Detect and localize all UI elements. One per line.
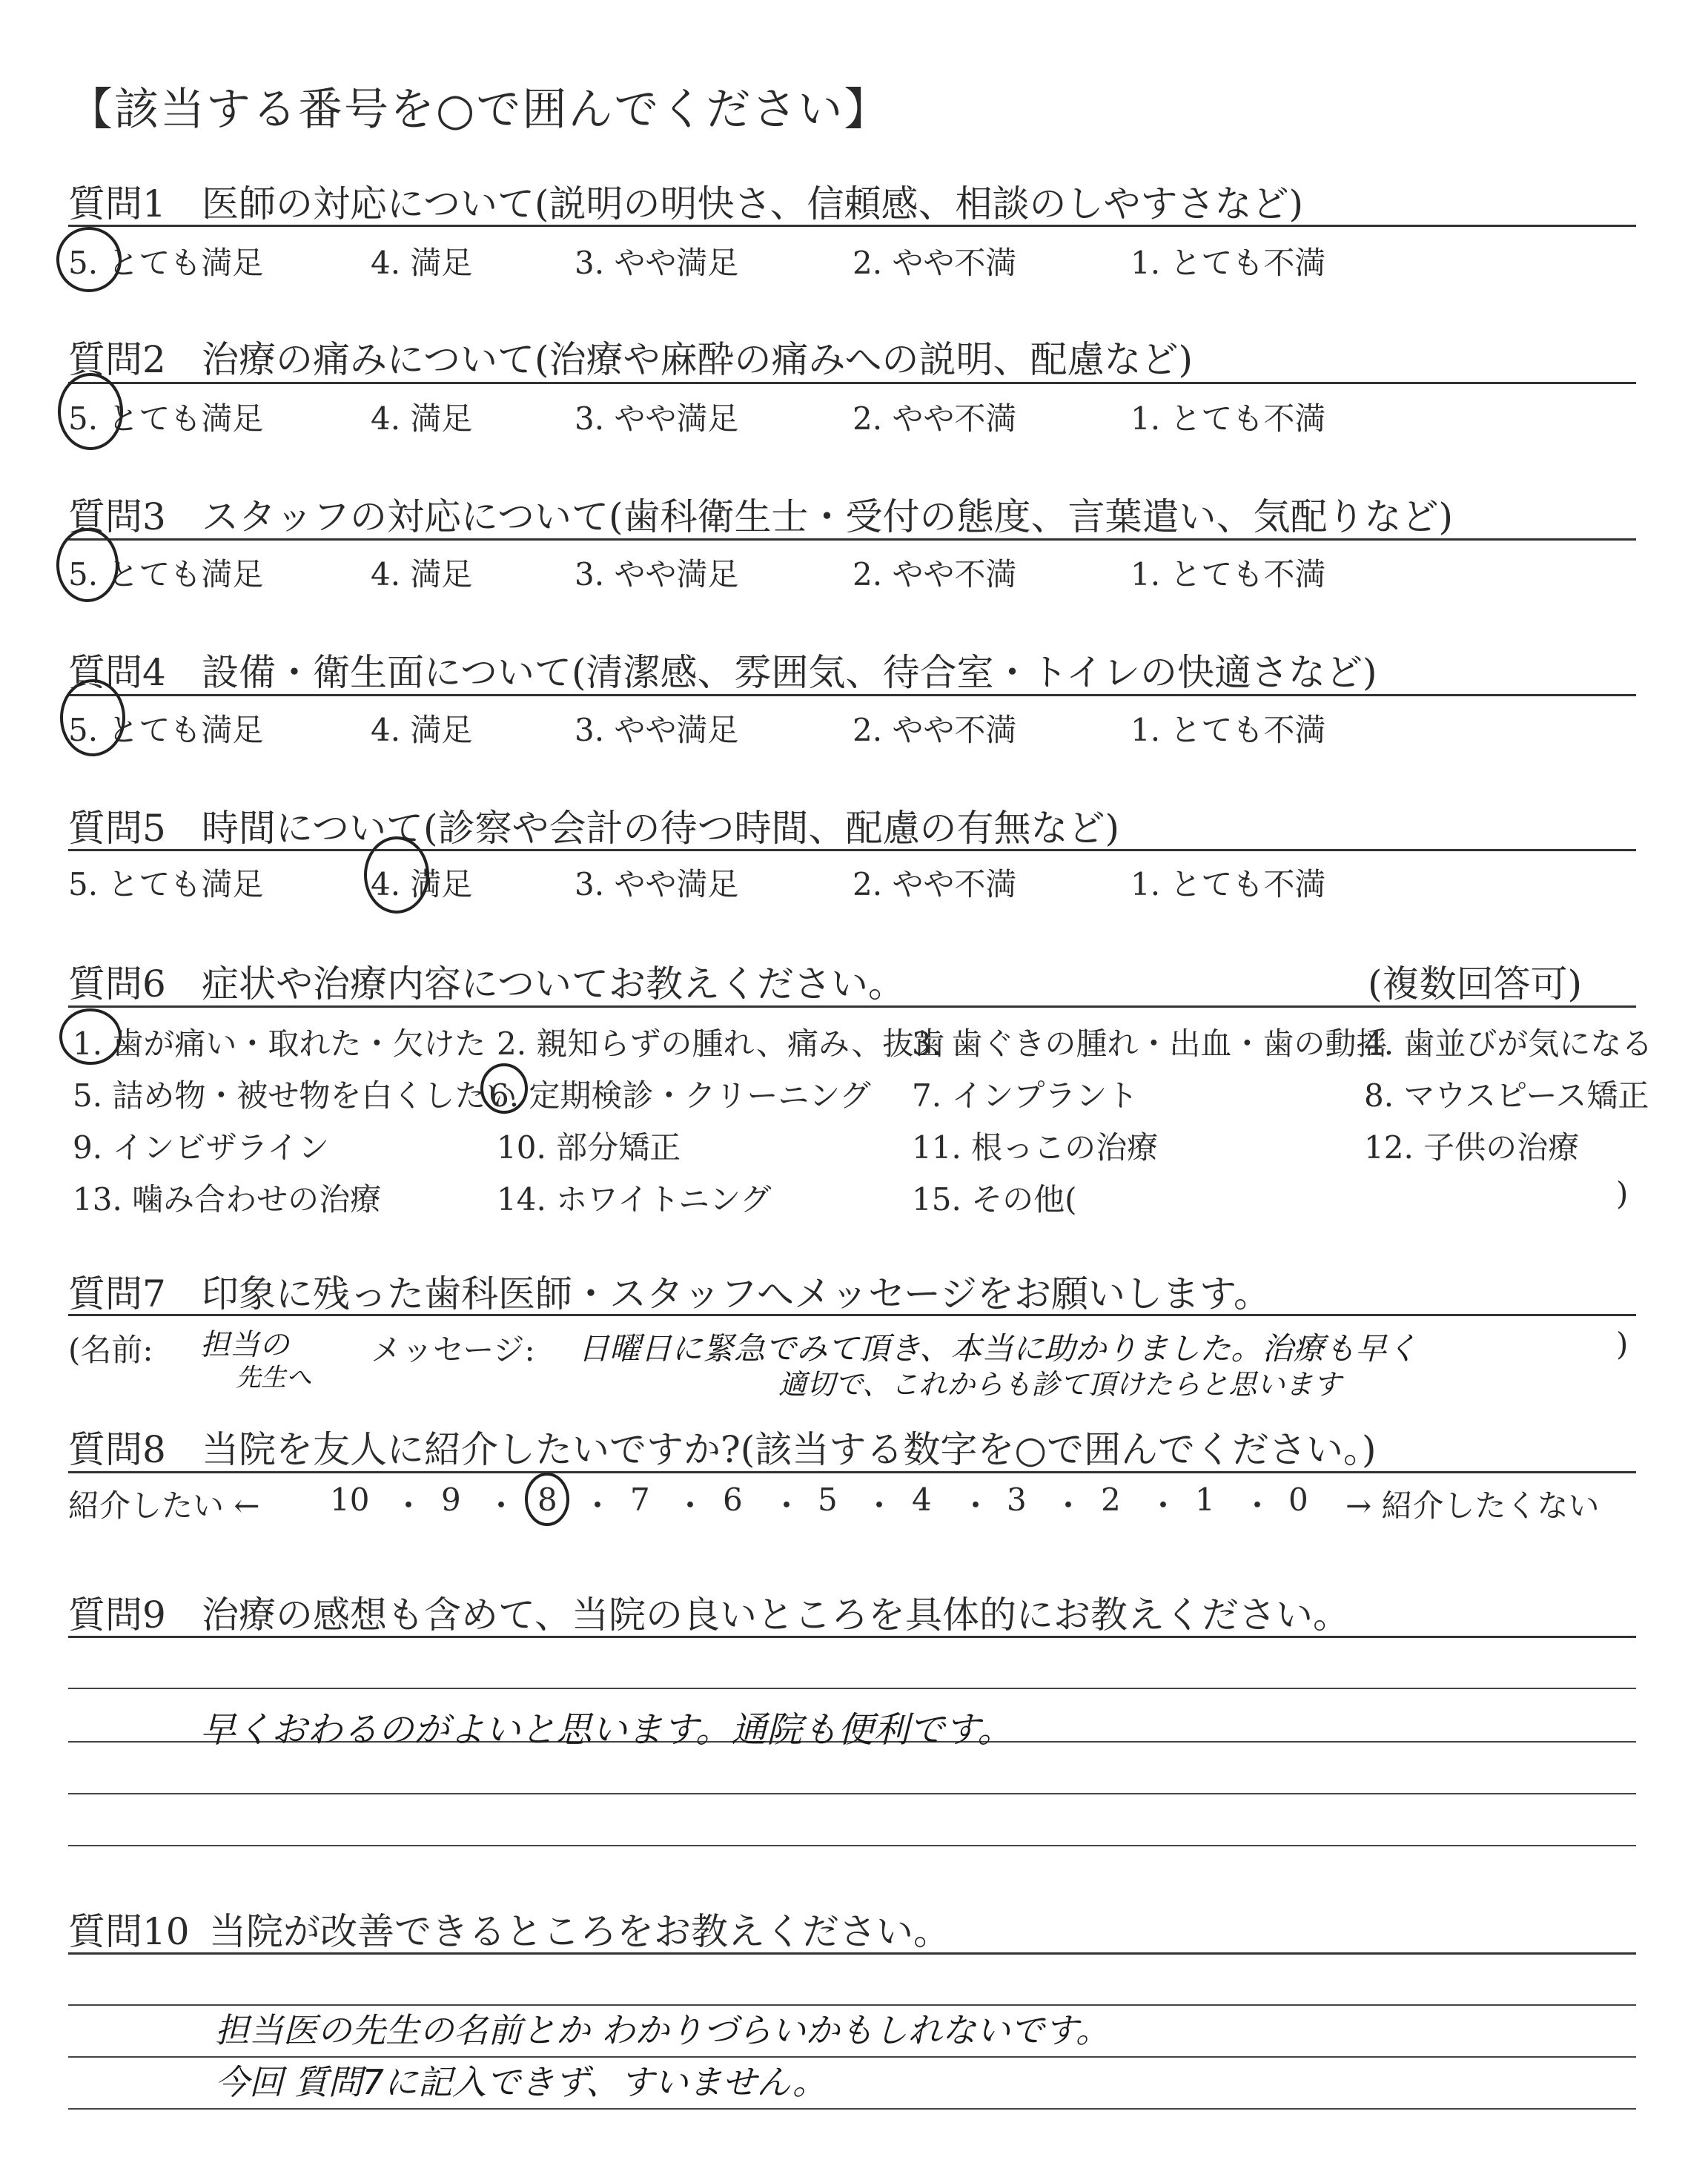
q5-text: 時間について(診察や会計の待つ時間、配慮の有無など): [202, 807, 1120, 850]
q8-dot: ・: [1053, 1487, 1085, 1524]
q8-right-label: → 紹介したくない: [1345, 1487, 1600, 1524]
q10-label: 質問10: [68, 1910, 190, 1953]
q8-scale-7[interactable]: 7: [630, 1482, 650, 1518]
q8-scale-2[interactable]: 2: [1101, 1482, 1121, 1518]
q2-option-4[interactable]: 4. 満足: [371, 400, 473, 437]
q6-option-9[interactable]: 9. インビザライン: [73, 1129, 330, 1166]
q4-option-5[interactable]: 5. とても満足: [68, 712, 264, 748]
q1-option-3[interactable]: 3. やや満足: [575, 245, 739, 281]
q6-option-14[interactable]: 14. ホワイトニング: [497, 1181, 772, 1218]
q7-handwritten-message-2: 適切で、これからも診て頂けたらと思います: [778, 1368, 1342, 1401]
q8-text: 当院を友人に紹介したいですか?(該当する数字を○で囲んでください。): [202, 1428, 1377, 1471]
q6-option-15-close: ): [1616, 1175, 1629, 1212]
q8-selection-circle: [526, 1474, 568, 1525]
q6-option-1[interactable]: 1. 歯が痛い・取れた・欠けた: [73, 1025, 486, 1062]
q5-option-5[interactable]: 5. とても満足: [68, 866, 264, 902]
q8-dot: ・: [393, 1487, 425, 1524]
q5-option-1[interactable]: 1. とても不満: [1131, 866, 1326, 902]
q4-label: 質問4: [68, 651, 166, 694]
q4-text: 設備・衛生面について(清潔感、雰囲気、待合室・トイレの快適さなど): [202, 651, 1377, 694]
q8-label: 質問8: [68, 1428, 166, 1471]
q6-option-7[interactable]: 7. インプラント: [912, 1077, 1139, 1114]
q8-dot: ・: [1242, 1487, 1274, 1524]
q2-text: 治療の痛みについて(治療や麻酔の痛みへの説明、配慮など): [202, 338, 1194, 381]
q1-option-4[interactable]: 4. 満足: [371, 245, 473, 281]
q6-option-5[interactable]: 5. 詰め物・被せ物を白くしたい: [73, 1077, 517, 1114]
q5-option-4[interactable]: 4. 満足: [371, 866, 473, 902]
q4-selection-circle: [62, 681, 124, 755]
q8-scale-3[interactable]: 3: [1007, 1482, 1027, 1518]
q1-label: 質問1: [68, 182, 166, 225]
q3-option-5[interactable]: 5. とても満足: [68, 556, 264, 592]
q8-scale-8[interactable]: 8: [537, 1482, 557, 1518]
q2-selection-circle: [59, 374, 122, 449]
q4-option-4[interactable]: 4. 満足: [371, 712, 473, 748]
q6-option-10[interactable]: 10. 部分矯正: [497, 1129, 681, 1166]
q1-option-5[interactable]: 5. とても満足: [68, 245, 264, 281]
q3-option-1[interactable]: 1. とても不満: [1131, 556, 1326, 592]
q10-handwritten-answer-1: 担当医の先生の名前とか わかりづらいかもしれないです。: [215, 2010, 1110, 2050]
q8-scale-5[interactable]: 5: [818, 1482, 838, 1518]
q6-option-6[interactable]: 6. 定期検診・クリーニング: [489, 1077, 871, 1114]
q7-close-paren: ): [1616, 1326, 1629, 1362]
q6-option-15[interactable]: 15. その他(: [912, 1181, 1077, 1218]
q3-option-3[interactable]: 3. やや満足: [575, 556, 739, 592]
q6-option-8[interactable]: 8. マウスピース矯正: [1364, 1077, 1649, 1114]
q7-handwritten-name-1: 担当の: [200, 1328, 289, 1362]
q1-text: 医師の対応について(説明の明快さ、信頼感、相談のしやすさなど): [202, 182, 1304, 225]
q3-text: スタッフの対応について(歯科衛生士・受付の態度、言葉遣い、気配りなど): [202, 495, 1454, 538]
q8-dot: ・: [486, 1487, 517, 1524]
q6-label: 質問6: [68, 962, 166, 1005]
q6-option-3[interactable]: 3. 歯ぐきの腫れ・出血・歯の動揺: [912, 1025, 1388, 1062]
q8-scale-1[interactable]: 1: [1195, 1482, 1215, 1518]
q5-option-2[interactable]: 2. やや不満: [853, 866, 1017, 902]
q4-option-2[interactable]: 2. やや不満: [853, 712, 1017, 748]
q3-option-4[interactable]: 4. 満足: [371, 556, 473, 592]
q8-dot: ・: [771, 1487, 803, 1524]
q8-dot: ・: [864, 1487, 896, 1524]
q9-label: 質問9: [68, 1593, 166, 1636]
q5-selection-circle: [365, 838, 428, 912]
q8-scale-10[interactable]: 10: [330, 1482, 370, 1518]
q3-option-2[interactable]: 2. やや不満: [853, 556, 1017, 592]
q2-label: 質問2: [68, 338, 166, 381]
q2-option-3[interactable]: 3. やや満足: [575, 400, 739, 437]
q1-selection-circle: [58, 228, 120, 291]
q1-option-1[interactable]: 1. とても不満: [1131, 245, 1326, 281]
q8-dot: ・: [960, 1487, 992, 1524]
q8-left-label: 紹介したい ←: [68, 1487, 260, 1524]
q10-handwritten-answer-2: 今回 質問7に記入できず、すいません。: [215, 2062, 827, 2102]
q4-option-3[interactable]: 3. やや満足: [575, 712, 739, 748]
q8-dot: ・: [582, 1487, 614, 1524]
q7-name-label: (名前:: [68, 1332, 153, 1368]
q8-dot: ・: [675, 1487, 706, 1524]
form-title: 【該当する番号を○で囲んでください】: [68, 84, 890, 136]
q2-option-1[interactable]: 1. とても不満: [1131, 400, 1326, 437]
q6-option-11[interactable]: 11. 根っこの治療: [912, 1129, 1159, 1166]
q6-note: (複数回答可): [1368, 962, 1583, 1005]
q7-handwritten-message-1: 日曜日に緊急でみて頂き、本当に助かりました。治療も早く: [578, 1330, 1418, 1367]
q5-label: 質問5: [68, 807, 166, 850]
q6-option-4[interactable]: 4. 歯並びが気になる: [1364, 1025, 1653, 1062]
q3-label: 質問3: [68, 495, 166, 538]
q6-selection-circle-1: [61, 1010, 120, 1063]
q6-selection-circle-6: [482, 1065, 526, 1112]
q5-option-3[interactable]: 3. やや満足: [575, 866, 739, 902]
q9-handwritten-answer: 早くおわるのがよいと思います。通院も便利です。: [200, 1709, 1013, 1751]
q8-scale-0[interactable]: 0: [1288, 1482, 1308, 1518]
q7-label: 質問7: [68, 1272, 166, 1315]
q2-option-2[interactable]: 2. やや不満: [853, 400, 1017, 437]
q6-option-13[interactable]: 13. 噛み合わせの治療: [73, 1181, 382, 1218]
q6-option-2[interactable]: 2. 親知らずの腫れ、痛み、抜歯: [497, 1025, 945, 1062]
q2-option-5[interactable]: 5. とても満足: [68, 400, 264, 437]
q6-text: 症状や治療内容についてお教えください。: [202, 962, 905, 1005]
q8-scale-6[interactable]: 6: [723, 1482, 743, 1518]
q1-option-2[interactable]: 2. やや不満: [853, 245, 1017, 281]
q7-message-label: メッセージ:: [371, 1332, 535, 1368]
q9-text: 治療の感想も含めて、当院の良いところを具体的にお教えください。: [202, 1593, 1350, 1636]
q7-text: 印象に残った歯科医師・スタッフへメッセージをお願いします。: [202, 1272, 1271, 1315]
q10-text: 当院が改善できるところをお教えください。: [209, 1910, 950, 1953]
q8-dot: ・: [1148, 1487, 1179, 1524]
q7-handwritten-name-2: 先生へ: [236, 1363, 311, 1393]
q6-option-12[interactable]: 12. 子供の治療: [1364, 1129, 1580, 1166]
q3-selection-circle: [58, 529, 117, 601]
q8-scale-4[interactable]: 4: [912, 1482, 932, 1518]
q8-scale-9[interactable]: 9: [441, 1482, 461, 1518]
q4-option-1[interactable]: 1. とても不満: [1131, 712, 1326, 748]
